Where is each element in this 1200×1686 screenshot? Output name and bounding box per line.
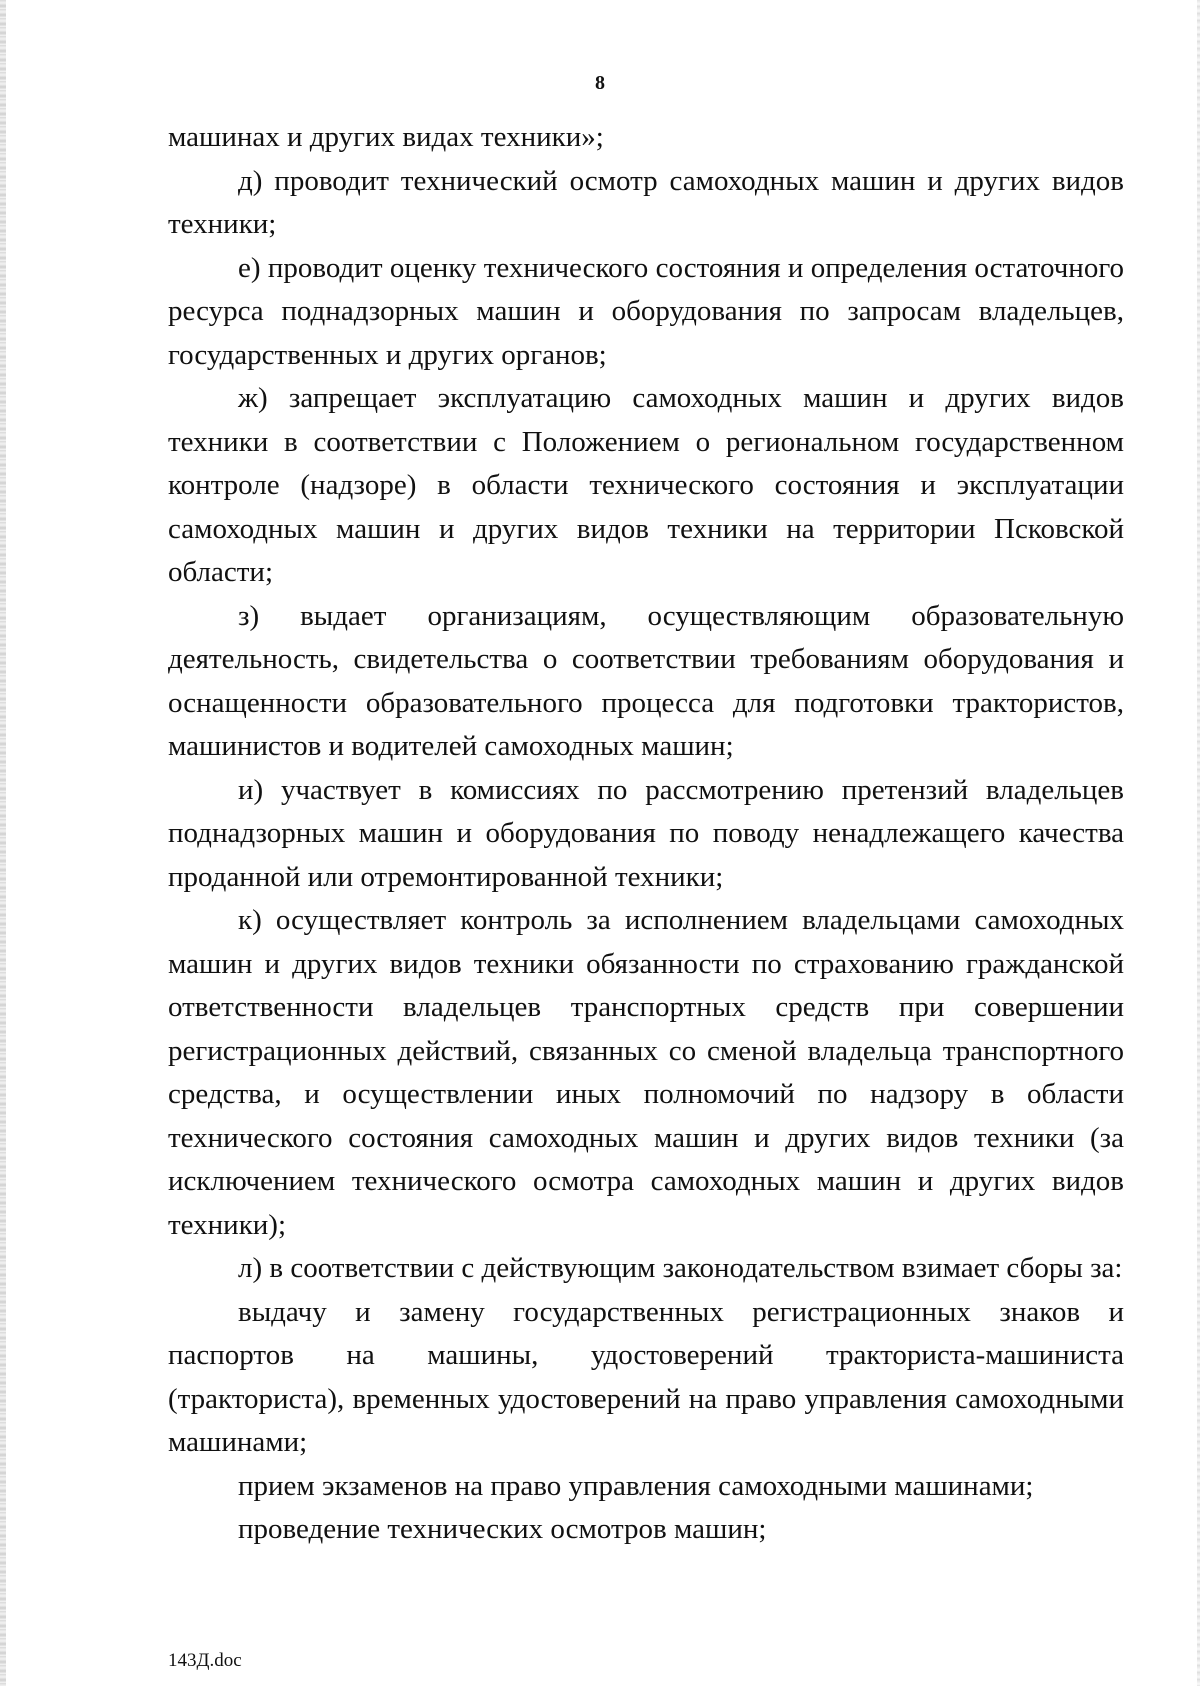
paragraph-zh: ж) запрещает эксплуатацию самоходных машин и других видов техники в соответствии с Положением о региональном государственном контроле (надзоре) в области технического состояния и эксплуатации самоходных машин и других видов техники на территории Псковской области;	[168, 382, 1124, 588]
paragraph-i: и) участвует в комиссиях по рассмотрению претензий владельцев поднадзорных машин и оборудования по поводу ненадлежащего качества проданной или отремонтированной техники;	[168, 773, 1124, 893]
document-body	[168, 116, 1124, 1552]
paragraph-fee-3: проведение технических осмотров машин;	[238, 1513, 767, 1545]
paragraph-0: машинах и других видах техники»;	[168, 121, 604, 153]
page-number: 8	[595, 72, 605, 94]
paragraph-e: е) проводит оценку технического состояния и определения остаточного ресурса поднадзорных машин и оборудования по запросам владельцев, государственных и других органов;	[168, 251, 1124, 371]
scan-edge-left	[0, 0, 6, 1686]
paragraph-k: к) осуществляет контроль за исполнением владельцами самоходных машин и других видов техники обязанности по страхованию гражданской ответственности владельцев транспортных средств при совершении регистрационных действий, связанных со сменой владельца транспортного средства, и осуществлении иных полномочий по надзору в области технического состояния самоходных машин и других видов техники (за исключением технического осмотра самоходных машин и других видов техники);	[168, 904, 1124, 1241]
paragraph-fee-2: прием экзаменов на право управления самоходными машинами;	[238, 1469, 1034, 1502]
paragraph-z: з) выдает организациям, осуществляющим образовательную деятельность, свидетельства о соответствии требованиям оборудования и оснащенности образовательного процесса для подготовки трактористов, машинистов и водителей самоходных машин;	[168, 599, 1124, 762]
paragraph-d: д) проводит технический осмотр самоходных машин и других видов техники;	[168, 164, 1124, 240]
document-filename: 143Д.doc	[168, 1650, 242, 1671]
paragraph-l: л) в соответствии с действующим законодательством взимает сборы за:	[238, 1252, 1123, 1284]
paragraph-fee-1: выдачу и замену государственных регистрационных знаков и паспортов на машины, удостоверений тракториста-машиниста (тракториста), временных удостоверений на право управления самоходными машинами;	[168, 1295, 1124, 1458]
